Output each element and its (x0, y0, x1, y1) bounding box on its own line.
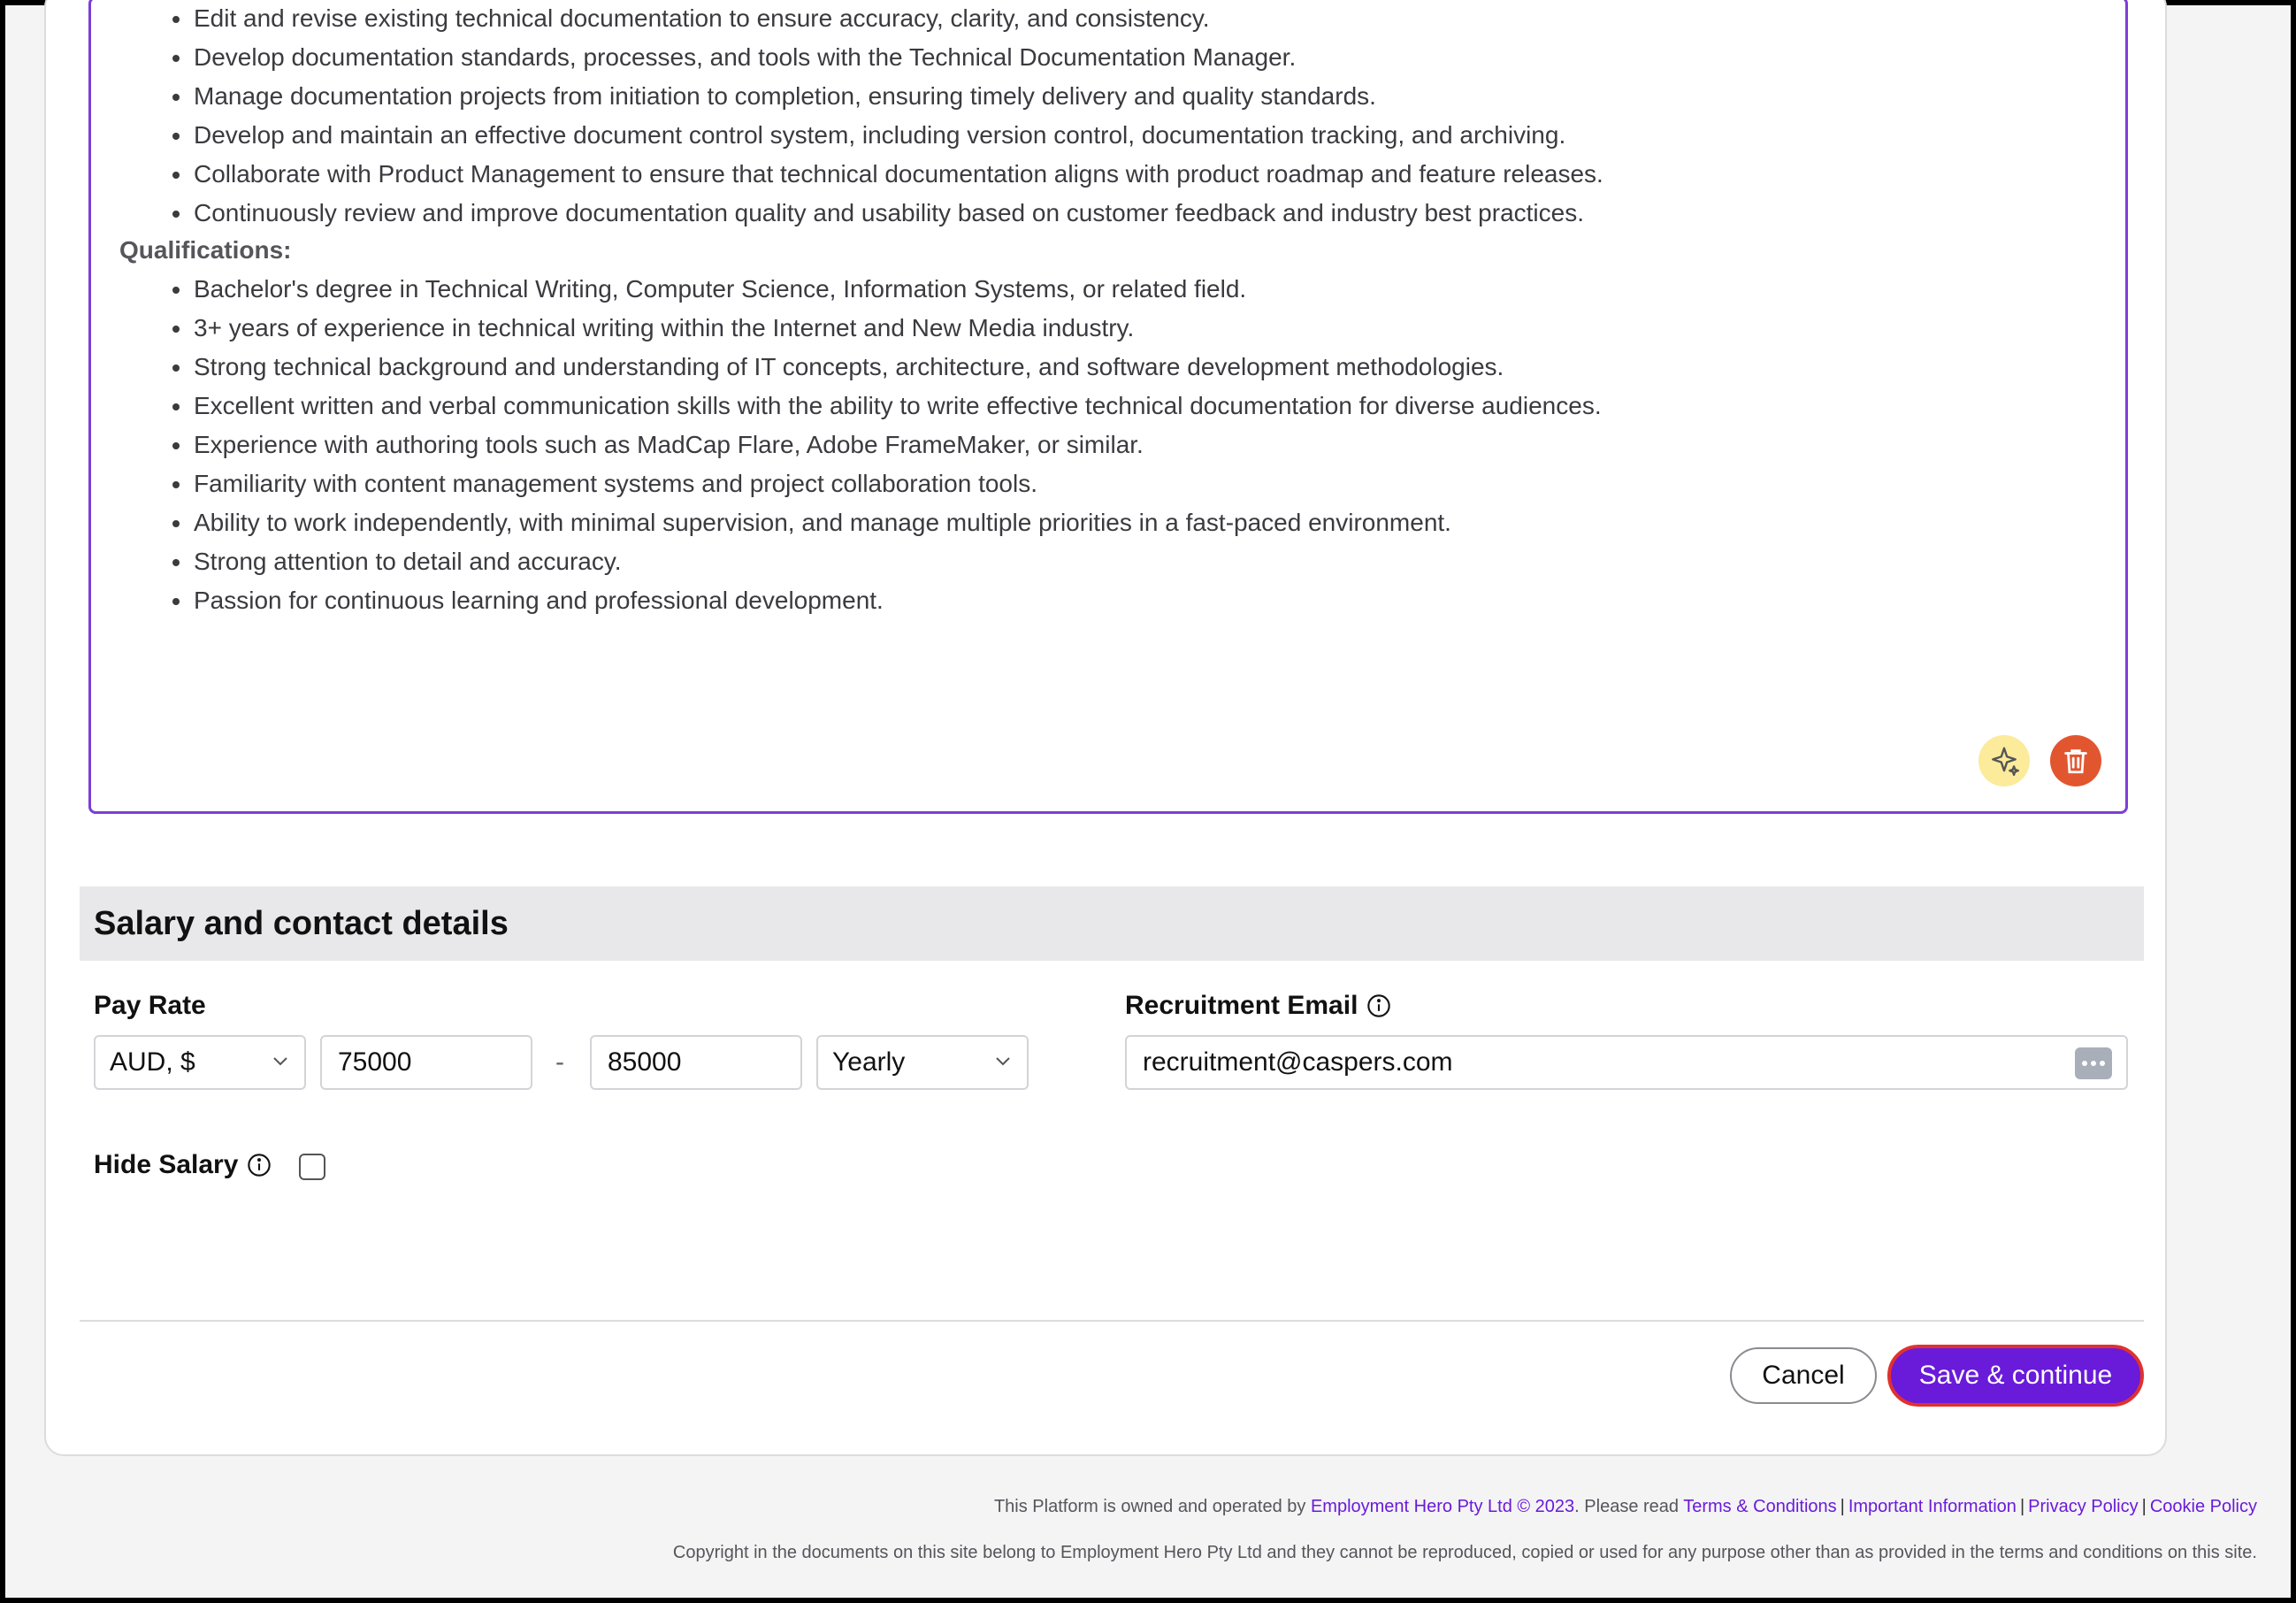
separator: | (2019, 1497, 2025, 1516)
info-icon[interactable] (1366, 993, 1391, 1018)
hide-salary-checkbox[interactable] (299, 1154, 325, 1180)
employment-hero-link[interactable]: Employment Hero Pty Ltd © 2023 (1310, 1497, 1575, 1516)
privacy-link[interactable]: Privacy Policy (2028, 1497, 2139, 1516)
cookie-link[interactable]: Cookie Policy (2149, 1497, 2257, 1516)
list-item: Develop documentation standards, processes, and tools with the Technical Documentation Manager. (194, 38, 1603, 77)
ai-assist-button[interactable] (1978, 735, 2030, 786)
footer-text: . Please read (1574, 1497, 1680, 1516)
qualifications-list (91, 270, 1602, 620)
range-dash: - (555, 1047, 564, 1077)
chevron-down-icon (272, 1056, 288, 1067)
currency-select[interactable] (94, 1035, 306, 1090)
separator: | (2141, 1497, 2147, 1516)
terms-link[interactable]: Terms & Conditions (1683, 1497, 1837, 1516)
list-item: Ability to work independently, with minimal supervision, and manage multiple priorities in a fast-paced environment. (194, 503, 1602, 542)
divider (80, 1320, 2144, 1322)
section-title: Salary and contact details (94, 904, 509, 942)
list-item: Bachelor's degree in Technical Writing, Computer Science, Information Systems, or related field. (194, 270, 1602, 309)
list-item: Excellent written and verbal communication skills with the ability to write effective technical documentation for diverse audiences. (194, 387, 1602, 426)
footer-copyright: Copyright in the documents on this site belong to Employment Hero Pty Ltd and they cannot be reproduced, copied or used for any purpose other than as provided in the terms and conditions on this site. (672, 1543, 2257, 1562)
pay-min-input[interactable] (336, 1047, 531, 1078)
list-item: Strong attention to detail and accuracy. (194, 542, 1602, 581)
list-item: Develop and maintain an effective document control system, including version control, documentation tracking, and archiving. (194, 116, 1603, 155)
cancel-button[interactable]: Cancel (1730, 1347, 1877, 1404)
trash-icon (2061, 746, 2091, 776)
responsibilities-list (91, 0, 1603, 233)
list-item: Manage documentation projects from initiation to completion, ensuring timely delivery and quality standards. (194, 77, 1603, 116)
chevron-down-icon (995, 1056, 1011, 1067)
list-item: Passion for continuous learning and professional development. (194, 581, 1602, 620)
pay-rate-label-text: Pay Rate (94, 991, 206, 1020)
pay-max-field[interactable] (590, 1035, 802, 1090)
hide-salary-label (94, 1150, 272, 1180)
job-description-editor[interactable] (88, 0, 2128, 814)
sparkles-icon (1987, 744, 2021, 778)
pay-rate-label (94, 991, 206, 1021)
separator: | (1840, 1497, 1845, 1516)
important-info-link[interactable]: Important Information (1848, 1497, 2017, 1516)
salary-section-header (80, 886, 2144, 961)
list-item: 3+ years of experience in technical writing within the Internet and New Media industry. (194, 309, 1602, 348)
currency-value: AUD, $ (110, 1047, 195, 1077)
recruitment-email-field[interactable] (1125, 1035, 2128, 1090)
qualifications-heading: Qualifications: (119, 236, 292, 264)
pay-min-field[interactable] (320, 1035, 532, 1090)
pay-max-input[interactable] (606, 1047, 800, 1078)
list-item: Edit and revise existing technical documentation to ensure accuracy, clarity, and consistency. (194, 0, 1603, 38)
list-item: Strong technical background and understanding of IT concepts, architecture, and software development methodologies. (194, 348, 1602, 387)
password-manager-icon[interactable] (2075, 1047, 2112, 1079)
save-continue-button[interactable]: Save & continue (1887, 1345, 2144, 1407)
info-icon[interactable] (247, 1153, 272, 1177)
recruitment-email-input[interactable] (1141, 1047, 2126, 1078)
pay-period-select[interactable] (816, 1035, 1029, 1090)
pay-period-value: Yearly (832, 1047, 906, 1077)
list-item: Familiarity with content management systems and project collaboration tools. (194, 464, 1602, 503)
footer-text: This Platform is owned and operated by (993, 1497, 1306, 1516)
list-item: Collaborate with Product Management to ensure that technical documentation aligns with product roadmap and feature releases. (194, 155, 1603, 194)
recruitment-email-label (1125, 991, 1391, 1021)
delete-description-button[interactable] (2050, 735, 2101, 786)
footer-legal-line (994, 1497, 2257, 1517)
recruitment-email-label-text: Recruitment Email (1125, 991, 1358, 1020)
hide-salary-label-text: Hide Salary (94, 1150, 239, 1179)
list-item: Experience with authoring tools such as MadCap Flare, Adobe FrameMaker, or similar. (194, 426, 1602, 464)
list-item: Continuously review and improve documentation quality and usability based on customer feedback and industry best practices. (194, 194, 1603, 233)
